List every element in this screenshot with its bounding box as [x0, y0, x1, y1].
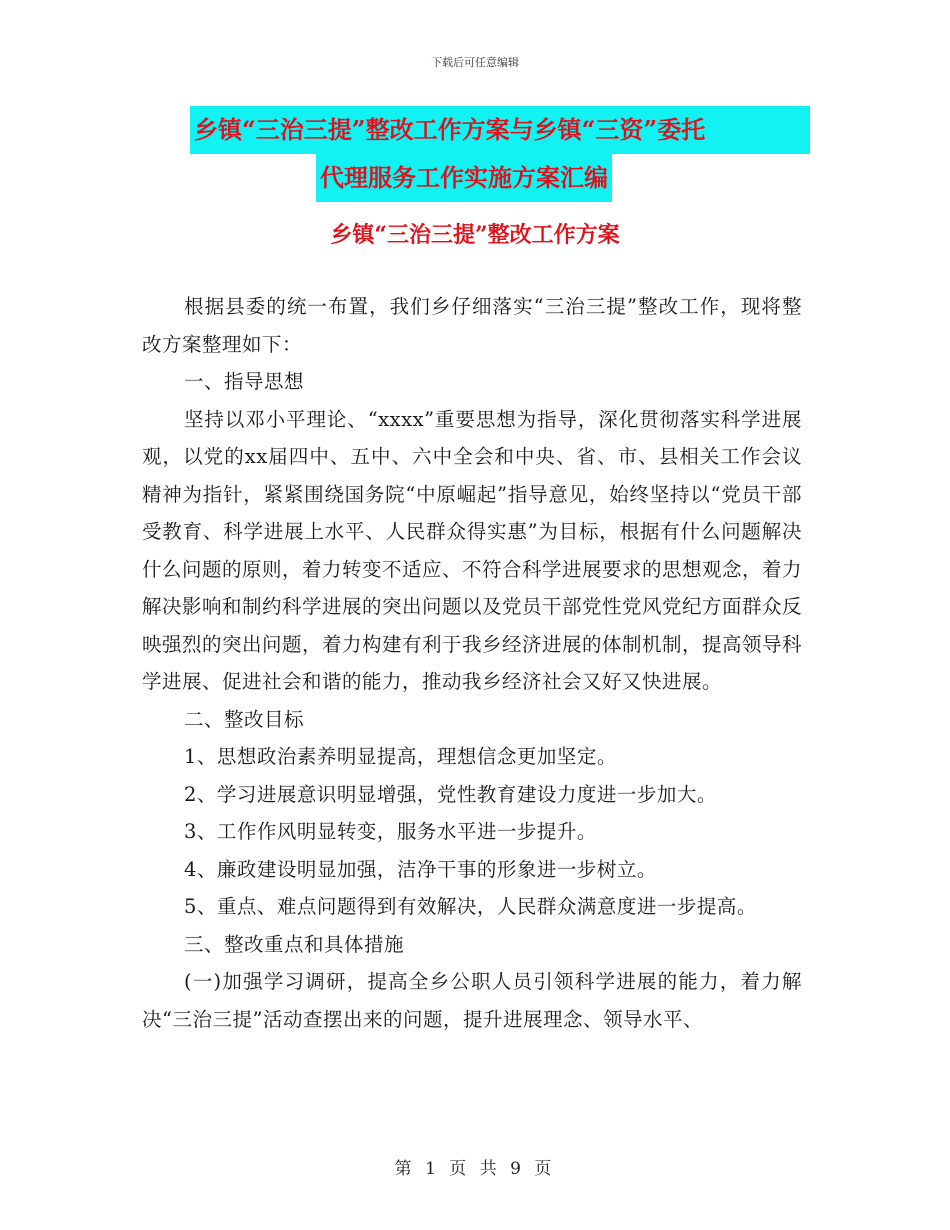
- document-body: [142, 288, 802, 1038]
- heading-guiding-ideology: 一、指导思想: [184, 370, 305, 393]
- goal-item-1: 1、思想政治素养明显提高，理想信念更加坚定。: [184, 745, 617, 768]
- paragraph-measure-1: (一)加强学习调研，提高全乡公职人员引领科学进展的能力，着力解决“三治三提”活动查摆出来的问题，提升进展理念、领导水平、: [142, 970, 802, 1031]
- document-title-line-2: 代理服务工作实施方案汇编: [316, 154, 612, 202]
- page-number: 第 1 页 共 9 页: [394, 1159, 556, 1179]
- goal-item-3: 3、工作作风明显转变，服务水平进一步提升。: [184, 820, 597, 843]
- document-title-line-1: 乡镇“三治三提”整改工作方案与乡镇“三资”委托: [190, 106, 810, 154]
- paragraph-guiding-ideology: 坚持以邓小平理论、“xxxx”重要思想为指导，深化贯彻落实科学进展观，以党的xx届四中、五中、六中全会和中央、省、市、县相关工作会议精神为指针，紧紧围绕国务院“中原崛起”指导意见，始终坚持以“党员干部受教育、科学进展上水平、人民群众得实惠”为目标，根据有什么问题解决什么问题的原则，着力转变不适应、不符合科学进展要求的思想观念，着力解决影响和制约科学进展的突出问题以及党员干部党性党风党纪方面群众反映强烈的突出问题，着力构建有利于我乡经济进展的体制机制，提高领导科学进展、促进社会和谐的能力，推动我乡经济社会又好又快进展。: [142, 407, 803, 693]
- heading-key-measures: 三、整改重点和具体措施: [184, 932, 405, 956]
- goal-item-4: 4、廉政建设明显加强，洁净干事的形象进一步树立。: [184, 857, 657, 881]
- header-note: 下载后可任意编辑: [431, 56, 519, 69]
- heading-rectification-goals: 二、整改目标: [184, 707, 305, 731]
- goal-item-5: 5、重点、难点问题得到有效解决，人民群众满意度进一步提高。: [184, 895, 757, 918]
- section-title: 乡镇“三治三提”整改工作方案: [330, 222, 620, 248]
- goal-item-2: 2、学习进展意识明显增强，党性教育建设力度进一步加大。: [184, 782, 717, 806]
- paragraph-intro: 根据县委的统一布置，我们乡仔细落实“三治三提”整改工作，现将整改方案整理如下：: [142, 295, 802, 356]
- document-title: [190, 106, 810, 202]
